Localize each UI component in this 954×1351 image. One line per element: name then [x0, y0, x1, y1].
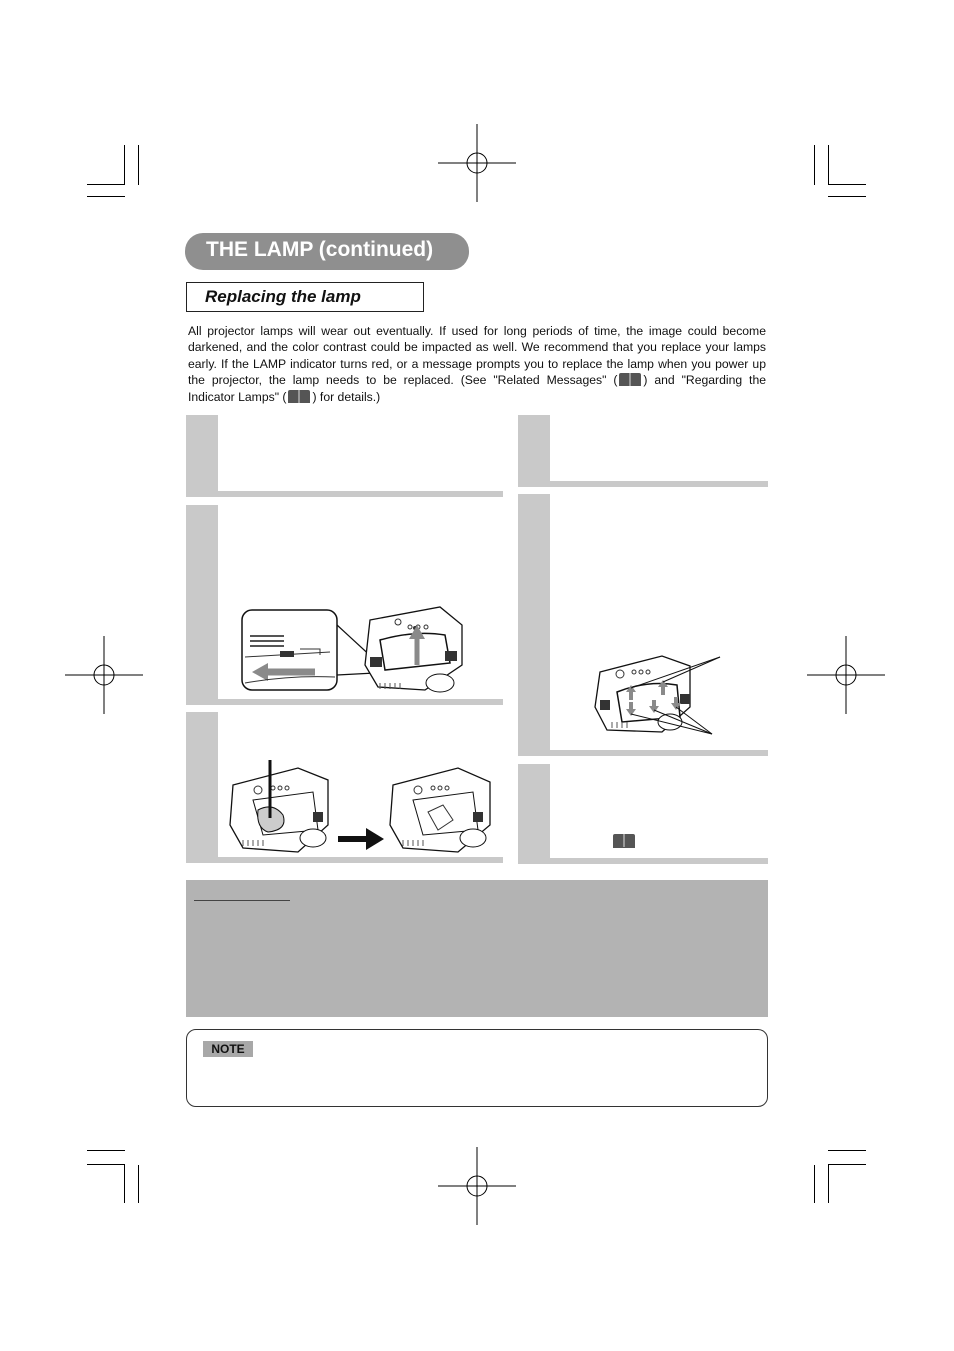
subsection-title: Replacing the lamp [205, 287, 361, 306]
step-panel-2 [186, 505, 503, 705]
step-panel-1 [186, 415, 503, 497]
warning-block [186, 880, 768, 1017]
registration-mark-right [807, 636, 885, 714]
step-panel-5 [518, 494, 768, 756]
lamp-removal-illustration [228, 760, 498, 855]
warning-heading-underline [194, 900, 290, 901]
crop-mark [87, 196, 125, 197]
crop-mark [814, 1165, 815, 1203]
section-title: THE LAMP (continued) [206, 238, 434, 261]
crop-mark [87, 1164, 125, 1165]
intro-text-2: ) and "Regarding the Indicator Lamps" ( [188, 373, 767, 404]
intro-text-1: All projector lamps will wear out eventually. If used for long periods of time, the image could become darkened, and the color contrast could be impacted as well. We recommend that you replace your lamps early. If the LAMP indicator turns red, or a message prompts you to replace the lamp when you power up the projector, the lamp needs to be replaced. (See "Related Messages" ( [188, 324, 766, 388]
note-label: NOTE [203, 1041, 253, 1057]
lamp-cover-illustration [240, 605, 475, 695]
crop-mark [87, 1150, 125, 1151]
step-panel-3 [186, 712, 503, 863]
note-box [186, 1029, 768, 1107]
crop-mark [124, 145, 125, 185]
crop-mark [828, 1164, 866, 1165]
book-icon [619, 373, 641, 386]
crop-mark [124, 1165, 125, 1203]
registration-mark-left [65, 636, 143, 714]
crop-mark [828, 1165, 829, 1203]
crop-mark [87, 184, 125, 185]
section-title-banner [185, 233, 469, 270]
crop-mark [138, 1165, 139, 1203]
registration-mark-bottom [438, 1147, 516, 1225]
step-panel-6 [518, 764, 768, 864]
intro-text-3: ) for details.) [312, 389, 381, 404]
book-icon [613, 834, 635, 848]
crop-mark [828, 184, 866, 185]
book-icon [288, 390, 310, 403]
subsection-title-box [186, 282, 424, 312]
intro-paragraph [188, 323, 766, 405]
crop-mark [138, 145, 139, 185]
crop-mark [828, 145, 829, 185]
registration-mark-top [438, 124, 516, 202]
lamp-screws-illustration [592, 652, 742, 740]
crop-mark [814, 145, 815, 185]
crop-mark [828, 196, 866, 197]
crop-mark [828, 1150, 866, 1151]
step-panel-4 [518, 415, 768, 487]
